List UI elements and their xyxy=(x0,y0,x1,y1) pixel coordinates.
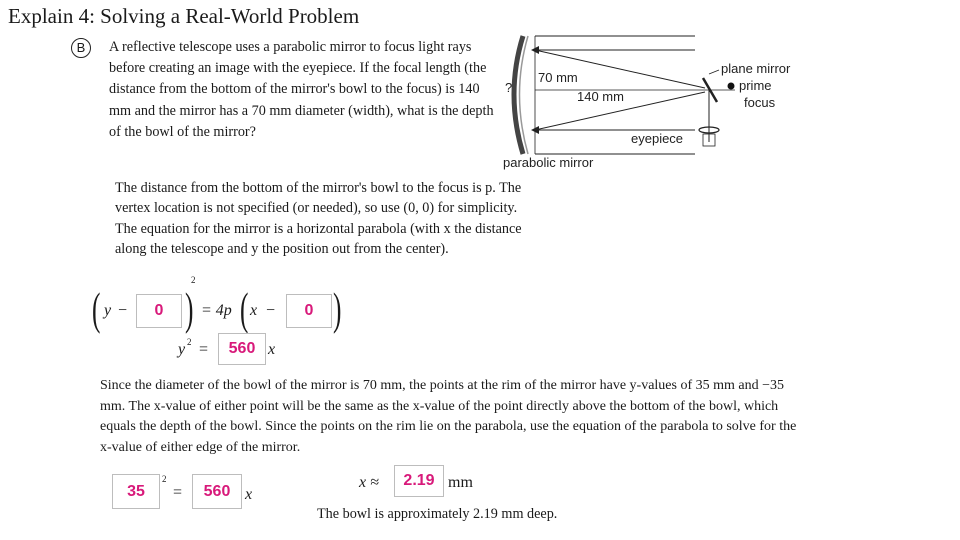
explanation-1: The distance from the bottom of the mirror's bowl to the focus is p. The vertex location is not specified (or needed), so use (0, 0) for simplicity. The equation for the mirror is a horizontal parabola (with x the distance along the telescope and y the position out from the center). xyxy=(115,180,522,258)
eq3-box-y[interactable]: 35 xyxy=(112,474,160,509)
eq1-x: x xyxy=(250,302,258,319)
prime-focus-dot xyxy=(728,83,735,90)
eq2-equals: = xyxy=(199,341,209,358)
eq3-x: x xyxy=(245,486,253,503)
label-question: ? xyxy=(505,80,513,95)
part-badge: B xyxy=(71,38,91,58)
page-title: Explain 4: Solving a Real-World Problem xyxy=(8,4,360,28)
eq2-x: x xyxy=(268,341,276,358)
label-140mm: 140 mm xyxy=(577,89,624,104)
eq4-box[interactable]: 2.19 xyxy=(394,465,444,497)
paren-open-2: ( xyxy=(240,283,249,334)
eq2-box[interactable]: 560 xyxy=(218,333,266,365)
eq1-exponent: 2 xyxy=(191,275,196,285)
label-plane-mirror: plane mirror xyxy=(721,61,791,76)
eq1-minus-1: − xyxy=(118,302,128,319)
eq4-x-approx: x ≈ xyxy=(359,474,379,491)
paren-open-1: ( xyxy=(92,283,101,334)
label-eyepiece: eyepiece xyxy=(631,131,684,146)
eq1-minus-2: − xyxy=(266,302,276,319)
label-prime: prime xyxy=(739,78,772,93)
eq2-exponent: 2 xyxy=(187,337,192,347)
parabolic-mirror-shape xyxy=(514,36,523,154)
label-focus: focus xyxy=(744,95,776,110)
paren-close-1: ) xyxy=(185,283,194,334)
eq1-equals-4p: = 4p xyxy=(201,302,232,319)
paren-close-2: ) xyxy=(333,283,342,334)
eq1-box-k[interactable]: 0 xyxy=(286,294,332,328)
conclusion-text: The bowl is approximately 2.19 mm deep. xyxy=(317,506,558,522)
telescope-diagram xyxy=(495,30,815,180)
eq1-y: y xyxy=(104,302,112,319)
eq1-box-h[interactable]: 0 xyxy=(136,294,182,328)
eq3-box-coef[interactable]: 560 xyxy=(192,474,242,509)
eq2-y: y xyxy=(178,341,186,358)
eq4-unit: mm xyxy=(448,474,473,491)
eq3-exponent: 2 xyxy=(162,474,167,484)
explanation-2: Since the diameter of the bowl of the mirror is 70 mm, the points at the rim of the mirror have y-values of 35 mm and −35 mm. The x-value of either point will be the same as the x-value of the point directly above the bottom of the bowl, which equals the depth of the bowl. Since the points on the rim lie on the parabola, use the equation of the parabola to solve for the x-value of either edge of the mirror. xyxy=(100,378,797,455)
eq3-equals: = xyxy=(173,484,183,501)
problem-prompt: A reflective telescope uses a parabolic mirror to focus light rays before creating an image with the eyepiece. If the focal length (the distance from the bottom of the mirror's bowl to the focus) is 140 mm and the mirror has a 70 mm diameter (width), what is the depth of the bowl of the mirror? xyxy=(109,39,494,140)
label-70mm: 70 mm xyxy=(538,70,578,85)
label-parabolic-mirror: parabolic mirror xyxy=(503,155,594,170)
